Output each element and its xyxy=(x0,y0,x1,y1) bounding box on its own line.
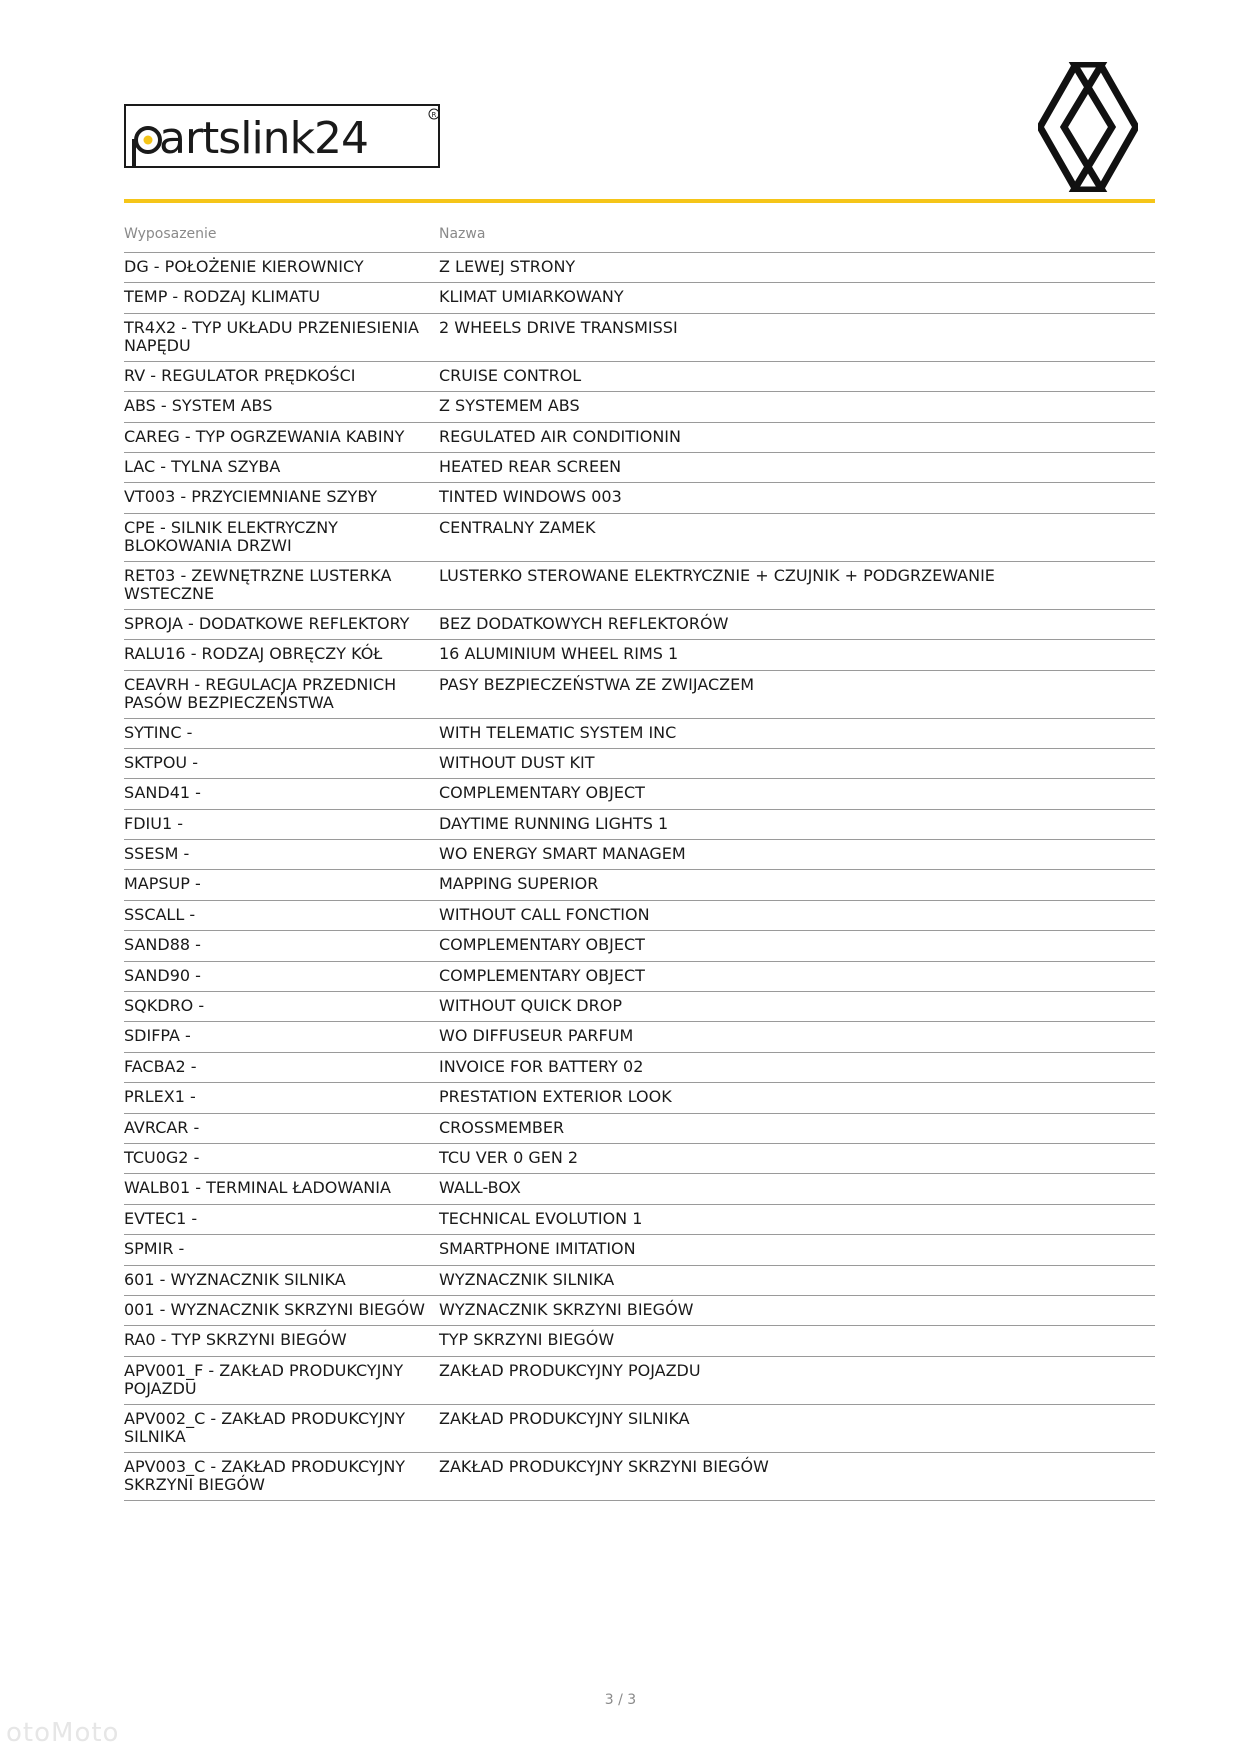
partslink24-logo-graphic xyxy=(126,106,440,168)
equipment-name-cell: WO DIFFUSEUR PARFUM xyxy=(439,1026,634,1046)
equipment-name-cell: CROSSMEMBER xyxy=(439,1117,565,1137)
equipment-code-cell: EVTEC1 - xyxy=(124,1208,198,1228)
equipment-code-cell: SSCALL - xyxy=(124,904,196,924)
page-number: 3 / 3 xyxy=(604,1692,637,1708)
table-row xyxy=(124,1357,1155,1405)
equipment-code-cell: APV001_F - ZAKŁAD PRODUKCYJNY POJAZDU xyxy=(124,1360,404,1398)
table-row xyxy=(124,483,1155,513)
table-row xyxy=(124,870,1155,900)
equipment-name-cell: Z LEWEJ STRONY xyxy=(439,257,576,276)
table-row xyxy=(124,1326,1155,1356)
column-header-name: Nazwa xyxy=(439,226,486,242)
equipment-code-cell: CEAVRH - REGULACJA PRZEDNICH PASÓW BEZPIECZEŃSTWA xyxy=(124,674,397,712)
equipment-code-cell: RA0 - TYP SKRZYNI BIEGÓW xyxy=(124,1330,347,1350)
equipment-name-cell: TECHNICAL EVOLUTION 1 xyxy=(439,1208,643,1228)
equipment-name-cell: KLIMAT UMIARKOWANY xyxy=(439,287,624,307)
equipment-code-cell: SAND88 - xyxy=(124,935,201,955)
equipment-name-cell: MAPPING SUPERIOR xyxy=(439,874,599,894)
equipment-code-cell: PRLEX1 - xyxy=(124,1087,196,1107)
equipment-code-cell: SPMIR - xyxy=(124,1239,185,1259)
table-row xyxy=(124,1235,1155,1265)
equipment-name-cell: HEATED REAR SCREEN xyxy=(439,456,622,476)
equipment-code-cell: FDIU1 - xyxy=(124,813,183,833)
table-row xyxy=(124,749,1155,779)
equipment-code-cell: RV - REGULATOR PRĘDKOŚCI xyxy=(124,365,356,385)
equipment-name-cell: CENTRALNY ZAMEK xyxy=(439,517,596,537)
table-row xyxy=(124,1083,1155,1113)
table-body xyxy=(124,253,1155,1501)
equipment-name-cell: TCU VER 0 GEN 2 xyxy=(439,1147,579,1167)
table-row xyxy=(124,1296,1155,1326)
table-row xyxy=(124,1174,1155,1204)
equipment-code-cell: TR4X2 - TYP UKŁADU PRZENIESIENIA NAPĘDU xyxy=(124,317,419,355)
equipment-name-cell: TINTED WINDOWS 003 xyxy=(439,487,622,507)
equipment-code-cell: LAC - TYLNA SZYBA xyxy=(124,456,281,476)
equipment-name-cell: LUSTERKO STEROWANE ELEKTRYCZNIE + CZUJNIK + PODGRZEWANIE xyxy=(439,565,995,585)
equipment-name-cell: INVOICE FOR BATTERY 02 xyxy=(439,1056,644,1076)
equipment-name-cell: WYZNACZNIK SILNIKA xyxy=(439,1269,615,1289)
svg-text:R: R xyxy=(431,111,437,119)
equipment-code-cell: SAND90 - xyxy=(124,965,201,985)
equipment-code-cell: SKTPOU - xyxy=(124,752,198,772)
equipment-code-cell: VT003 - PRZYCIEMNIANE SZYBY xyxy=(124,487,378,507)
equipment-name-cell: ZAKŁAD PRODUKCYJNY POJAZDU xyxy=(439,1360,701,1380)
equipment-code-cell: SPROJA - DODATKOWE REFLEKTORY xyxy=(124,613,410,633)
table-row xyxy=(124,1453,1155,1501)
equipment-code-cell: SSESM - xyxy=(124,844,190,864)
accent-divider xyxy=(124,199,1155,203)
equipment-code-cell: SDIFPA - xyxy=(124,1026,191,1046)
equipment-code-cell: SQKDRO - xyxy=(124,996,205,1016)
equipment-code-cell: APV002_C - ZAKŁAD PRODUKCYJNY SILNIKA xyxy=(124,1408,406,1446)
table-row xyxy=(124,423,1155,453)
equipment-name-cell: 2 WHEELS DRIVE TRANSMISSI xyxy=(439,317,678,337)
equipment-code-cell: WALB01 - TERMINAL ŁADOWANIA xyxy=(124,1178,391,1198)
table-row xyxy=(124,810,1155,840)
equipment-name-cell: COMPLEMENTARY OBJECT xyxy=(439,935,645,955)
renault-diamond-icon xyxy=(1038,62,1138,192)
equipment-code-cell: CAREG - TYP OGRZEWANIA KABINY xyxy=(124,426,405,446)
table-row xyxy=(124,253,1155,283)
table-row xyxy=(124,992,1155,1022)
equipment-name-cell: ZAKŁAD PRODUKCYJNY SILNIKA xyxy=(439,1408,690,1428)
table-row xyxy=(124,779,1155,809)
equipment-code-cell: TEMP - RODZAJ KLIMATU xyxy=(124,287,321,307)
equipment-name-cell: WITHOUT CALL FONCTION xyxy=(439,904,650,924)
equipment-code-cell: AVRCAR - xyxy=(124,1117,200,1137)
equipment-name-cell: PASY BEZPIECZEŃSTWA ZE ZWIJACZEM xyxy=(439,674,755,694)
table-row xyxy=(124,1405,1155,1453)
equipment-name-cell: TYP SKRZYNI BIEGÓW xyxy=(439,1330,615,1350)
equipment-name-cell: PRESTATION EXTERIOR LOOK xyxy=(439,1087,672,1107)
equipment-code-cell: DG - POŁOŻENIE KIEROWNICY xyxy=(124,257,364,276)
equipment-name-cell: WITHOUT QUICK DROP xyxy=(439,996,622,1016)
table-row xyxy=(124,283,1155,313)
table-header xyxy=(124,226,1155,253)
equipment-name-cell: 16 ALUMINIUM WHEEL RIMS 1 xyxy=(439,644,679,664)
equipment-code-cell: SAND41 - xyxy=(124,783,201,803)
column-header-equipment: Wyposazenie xyxy=(124,226,217,242)
equipment-name-cell: WYZNACZNIK SKRZYNI BIEGÓW xyxy=(439,1299,694,1319)
table-row xyxy=(124,562,1155,610)
table-row xyxy=(124,362,1155,392)
equipment-code-cell: MAPSUP - xyxy=(124,874,201,894)
equipment-name-cell: BEZ DODATKOWYCH REFLEKTORÓW xyxy=(439,613,729,633)
equipment-name-cell: ZAKŁAD PRODUKCYJNY SKRZYNI BIEGÓW xyxy=(439,1456,769,1476)
equipment-code-cell: FACBA2 - xyxy=(124,1056,197,1076)
table-row xyxy=(124,901,1155,931)
equipment-table xyxy=(124,226,1155,1501)
table-row xyxy=(124,392,1155,422)
equipment-code-cell: RET03 - ZEWNĘTRZNE LUSTERKA WSTECZNE xyxy=(124,565,392,603)
logo-wordmark: artslink24 xyxy=(159,113,369,164)
table-row xyxy=(124,1114,1155,1144)
table-row xyxy=(124,514,1155,562)
equipment-name-cell: DAYTIME RUNNING LIGHTS 1 xyxy=(439,813,669,833)
table-row xyxy=(124,719,1155,749)
table-row xyxy=(124,1266,1155,1296)
equipment-code-cell: SYTINC - xyxy=(124,722,193,742)
equipment-code-cell: APV003_C - ZAKŁAD PRODUKCYJNY SKRZYNI BIEGÓW xyxy=(124,1456,406,1494)
equipment-name-cell: CRUISE CONTROL xyxy=(439,365,582,385)
equipment-name-cell: COMPLEMENTARY OBJECT xyxy=(439,783,645,803)
table-row xyxy=(124,671,1155,719)
table-row xyxy=(124,453,1155,483)
equipment-code-cell: 601 - WYZNACZNIK SILNIKA xyxy=(124,1269,346,1289)
equipment-name-cell: WITHOUT DUST KIT xyxy=(439,752,595,772)
table-row xyxy=(124,314,1155,362)
equipment-name-cell: WO ENERGY SMART MANAGEM xyxy=(439,844,686,864)
equipment-name-cell: REGULATED AIR CONDITIONIN xyxy=(439,426,681,446)
equipment-code-cell: TCU0G2 - xyxy=(124,1147,200,1167)
equipment-name-cell: WALL-BOX xyxy=(439,1178,521,1198)
table-row xyxy=(124,1144,1155,1174)
table-row xyxy=(124,1205,1155,1235)
equipment-code-cell: 001 - WYZNACZNIK SKRZYNI BIEGÓW xyxy=(124,1299,425,1319)
watermark: otoMoto xyxy=(6,1718,120,1748)
table-row xyxy=(124,1022,1155,1052)
equipment-name-cell: SMARTPHONE IMITATION xyxy=(439,1239,636,1259)
equipment-code-cell: ABS - SYSTEM ABS xyxy=(124,396,273,416)
equipment-name-cell: COMPLEMENTARY OBJECT xyxy=(439,965,645,985)
equipment-name-cell: Z SYSTEMEM ABS xyxy=(439,396,580,416)
partslink24-logo xyxy=(124,104,440,168)
table-row xyxy=(124,931,1155,961)
table-row xyxy=(124,1053,1155,1083)
table-row xyxy=(124,840,1155,870)
table-row xyxy=(124,962,1155,992)
table-row xyxy=(124,610,1155,640)
equipment-code-cell: CPE - SILNIK ELEKTRYCZNY BLOKOWANIA DRZWI xyxy=(124,517,338,555)
table-row xyxy=(124,640,1155,670)
equipment-name-cell: WITH TELEMATIC SYSTEM INC xyxy=(439,722,677,742)
equipment-code-cell: RALU16 - RODZAJ OBRĘCZY KÓŁ xyxy=(124,644,383,664)
